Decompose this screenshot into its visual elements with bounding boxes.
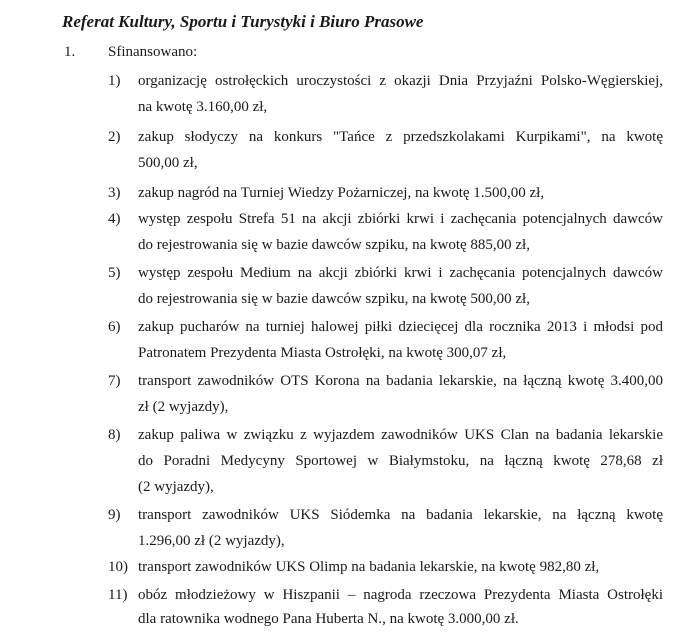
list-item-text: obóz młodzieżowy w Hiszpanii – nagroda rzeczowa Prezydenta Miasta Ostrołęki (138, 587, 663, 603)
list-item-text: zł (2 wyjazdy), (138, 399, 229, 415)
list-item-text: transport zawodników OTS Korona na badania lekarskie, na łączną kwotę 3.400,00 (138, 373, 663, 389)
list-item-text: występ zespołu Strefa 51 na akcji zbiórki krwi i zachęcania potencjalnych dawców (138, 211, 663, 227)
list-item-text: zakup pucharów na turniej halowej piłki dziecięcej dla rocznika 2013 i młodsi pod (138, 319, 663, 335)
list-item-text: 500,00 zł, (138, 155, 198, 171)
list-item-number: 10) (108, 559, 128, 575)
list-item-text: 1.296,00 zł (2 wyjazdy), (138, 533, 285, 549)
section-label: Sfinansowano: (108, 44, 198, 60)
list-item-number: 9) (108, 507, 121, 523)
list-item-text: zakup słodyczy na konkurs "Tańce z przedszkolakami Kurpikami", na kwotę (138, 129, 663, 145)
list-item-number: 1) (108, 73, 121, 89)
list-item-text: Patronatem Prezydenta Miasta Ostrołęki, na kwotę 300,07 zł, (138, 345, 507, 361)
document-heading: Referat Kultury, Sportu i Turystyki i Biuro Prasowe (62, 12, 424, 31)
list-item-number: 7) (108, 373, 121, 389)
list-item-number: 4) (108, 211, 121, 227)
list-item-text: do rejestrowania się w bazie dawców szpiku, na kwotę 500,00 zł, (138, 291, 530, 307)
list-item-text: do Poradni Medycyny Sportowej w Białymstoku, na łączną kwotę 278,68 zł (138, 453, 663, 469)
list-item-text: zakup nagród na Turniej Wiedzy Pożarniczej, na kwotę 1.500,00 zł, (138, 185, 545, 201)
list-item-number: 6) (108, 319, 121, 335)
list-item-number: 11) (108, 587, 128, 603)
list-item-text: organizację ostrołęckich uroczystości z okazji Dnia Przyjaźni Polsko-Węgierskiej, (138, 73, 663, 89)
list-item-text: transport zawodników UKS Siódemka na badania lekarskie, na łączną kwotę (138, 507, 663, 523)
list-item-number: 5) (108, 265, 121, 281)
list-item-text: do rejestrowania się w bazie dawców szpiku, na kwotę 885,00 zł, (138, 237, 530, 253)
section-number: 1. (64, 44, 76, 60)
list-item-text: transport zawodników UKS Olimp na badania lekarskie, na kwotę 982,80 zł, (138, 559, 600, 575)
list-item-text: dla ratownika wodnego Pana Huberta N., na kwotę 3.000,00 zł. (138, 611, 519, 627)
list-item-text: (2 wyjazdy), (138, 479, 214, 495)
list-item-text: zakup paliwa w związku z wyjazdem zawodników UKS Clan na badania lekarskie (138, 427, 663, 443)
list-item-number: 3) (108, 185, 121, 201)
list-item-number: 2) (108, 129, 121, 145)
list-item-text: na kwotę 3.160,00 zł, (138, 99, 268, 115)
list-item-number: 8) (108, 427, 121, 443)
list-item-text: występ zespołu Medium na akcji zbiórki krwi i zachęcania potencjalnych dawców (138, 265, 663, 281)
